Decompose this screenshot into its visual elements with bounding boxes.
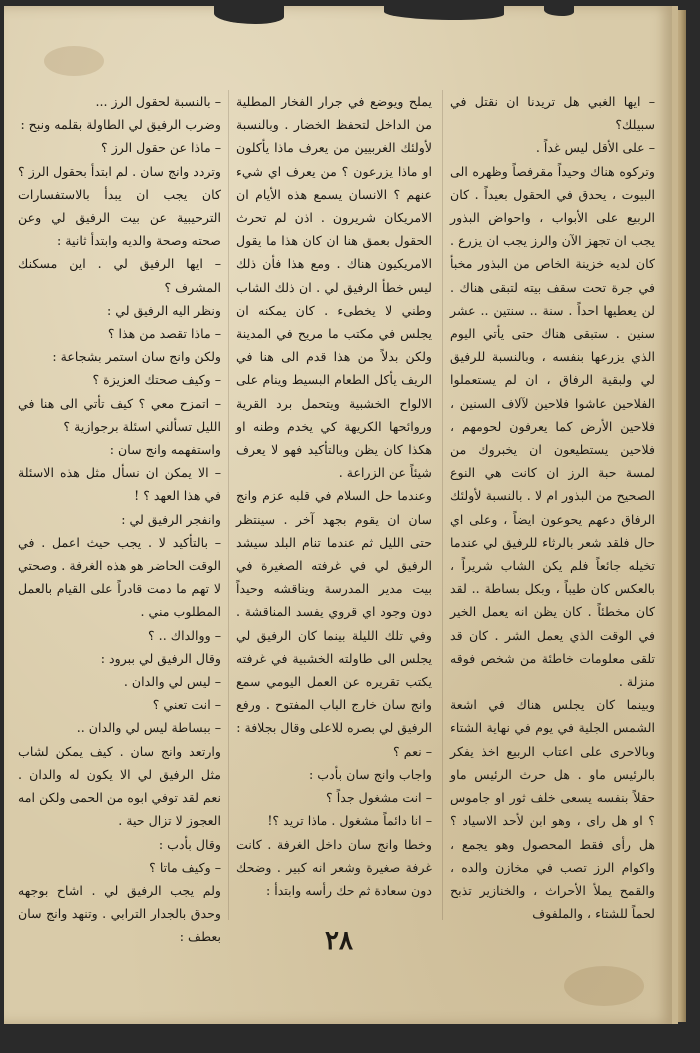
column-divider <box>228 90 229 920</box>
column-divider <box>442 90 443 920</box>
paragraph: وخطا وانج سان داخل الغرفة . كانت غرفة صغيرة وشعر انه كبير . وضحك دون سعادة ثم حك رأسه وابتدأ : <box>236 836 432 898</box>
paragraph: وعندما حل السلام في قلبه عزم وانج سان ان يقوم بجهد آخر . سينتظر حتى الليل ثم عندما تنام البلد سيشد الرفيق لي في غرفته الصغيرة في بيت مدير المدرسة ويناقشه وحيداً دون وجود اي قروي يفسد المناقشة . وفي تلك الليلة بينما كان الرفيق لي يجلس الى طاولته الخشبية في غرفته يكتب تقريره عن العمل اليومي سمع وانج سان خارج الباب المفتوح . ورفع الرفيق لي بصره للاعلى وقال بجلافة : – نعم ؟ واجاب وانج سان بأدب : – انت مشغول جداً ؟ – انا دائماً مشغول . ماذا تريد ؟! <box>236 488 432 829</box>
paper-stain <box>44 46 104 76</box>
torn-edge <box>214 6 284 24</box>
paragraph: يملح ويوضع في جرار الفخار المطلية من الداخل لتحفظ الخضار . وبالنسبة لأولئك الغربيين من يعرف ماذا يأكلون او ماذا يزرعون ؟ من يعرف اي شيء عنهم ؟ الانسان يسمع هذه الأيام ان الامريكان شريرون . اذن لم تحرث الحقول بعمق هنا ان كان هذا ما يقول الامريكيون هناك . ومع هذا فأن ذلك ليس خطأ الرفيق لي . ان ذلك الشاب وطني لا يخطىء . كان يمكنه ان يجلس في مكتب ما مريح في المدينة ولكن بدلاً من هذا قدم الى هنا في الريف يأكل الطعام البسيط وينام على الالواح الخشبية ويتحمل برد القرية وروائحها الكريهة كي يخدم وطنه او هكذا كان يظن وبالتأكيد فهو لا يعرف شيئاً عن الزراعة . <box>236 94 432 481</box>
paper-stain <box>564 966 644 1006</box>
paragraph: وبينما كان يجلس هناك في اشعة الشمس الجلية في يوم في نهاية الشتاء وبالاحرى على اعتاب الربيع اخذ يفكر بالرئيس ماو . هل حرث الرئيس ماو حقلاً بنفسه يسعى خلف ثور او جاموس ؟ او هل راى ، وهو ابن لأحد الاسياد ؟ هل رأى فقط المحصول وهو يجمع ، واكوام الرز تصب في مخازن والده ، والقمح يملأ الأحراث ، والخنازير تذبح لحماً للشتاء ، والملفوف <box>450 697 655 922</box>
text-column-right <box>450 90 655 925</box>
book-page <box>4 6 678 1024</box>
torn-edge <box>544 6 574 16</box>
page-number: ٢٨ <box>325 926 353 956</box>
paragraph: وتركوه هناك وحيداً مقرفصاً وظهره الى البيوت ، يحدق في الحقول بعيداً . كان الربيع على الأبواب ، واحواض البذور يجب ان تجهز الآن والرز يجب ان يزرع . كان لديه خزينة الخاص من البذور مخبأ في جرة تحت سقف بيته لتبقى هناك . لن يعطيها احداً . سنة .. سنتين .. عشر سنين . ستبقى هناك حتى يأتي اليوم الذي يزرعها بنفسه ، وبالنسبة للرفيق لي ولبقية الرفاق ، ان لم يستعملوا الفلاحين عاشوا فلاحين لآلاف السنين ، فلاحين الأرض كما يعرفون لحومهم ، فلاحين يستطيعون ان يخبروك من لمسة حبة الرز ان كانت هي النوع الصحيح من البذور ام لا . بالنسبة لأولئك الرفاق دعهم يحوعون ايضاً ، وعلى اي حال فلقد شعر بالرثاء للرفيق لي عندما تخيله جائعاً فلم يكن الشاب شريراً ، بالعكس كان طيباً ، وبكل بساطة .. لقد كان مخطئاً . كان يظن انه يعمل الخير في الوقت الذي يعمل الشر . كان قد تلقى معلومات خاطئة من شخص فوقه منزلة . <box>450 163 655 690</box>
paragraph: – بالنسبة لحقول الرز ... وضرب الرفيق لي الطاولة بقلمه ونبح : – ماذا عن حقول الرز ؟ <box>20 94 221 156</box>
text-column-left <box>18 90 221 949</box>
paragraph: وتردد وانج سان . لم ابتدأ بحقول الرز ؟ كان يجب ان يبدأ بالاستفسارات الترحيبية عن بيت الرفيق لي وعن صحته وصحة والديه وابتدأ ثانية : – ايها الرفيق لي . اين مسكنك المشرف ؟ ونظر اليه الرفيق لي : – ماذا تقصد من هذا ؟ ولكن وانج سان استمر بشجاعة : – وكيف صحتك العزيزة ؟ – اتمزح معي ؟ كيف تأتي الى هنا في الليل تسألني اسئلة برجوازية ؟ واستفهمه وانج سان : – الا يمكن ان نسأل مثل هذه الاسئلة في هذا العهد ؟ ! وانفجر الرفيق لي : – بالتأكيد لا . يجب حيث اعمل . في الوقت الحاضر هو هذه الغرفة . وصحتي لا تهم ما دمت قادراً على القيام بالعمل المطلوب مني . – ووالداك .. ؟ وقال الرفيق لي ببرود : – ليس لي والدان . – انت تعني ؟ – ببساطة ليس لي والدان .. وارتعد وانج سان . كيف يمكن لشاب مثل الرفيق لي الا يكون له والدان . نعم لقد توفي ابوه من الحمى ولكن امه العجوز لا تزال حية . وقال بأدب : – وكيف ماتا ؟ ولم يجب الرفيق لي . اشاح بوجهه وحدق بالجدار الترابي . وتنهد وانج سان بعطف : <box>18 163 221 945</box>
text-column-middle <box>236 90 432 902</box>
torn-edge <box>384 6 504 20</box>
paragraph: – ايها الغبي هل تريدنا ان نقتل في سبيلك؟ – على الأقل ليس غداً . <box>450 94 655 156</box>
